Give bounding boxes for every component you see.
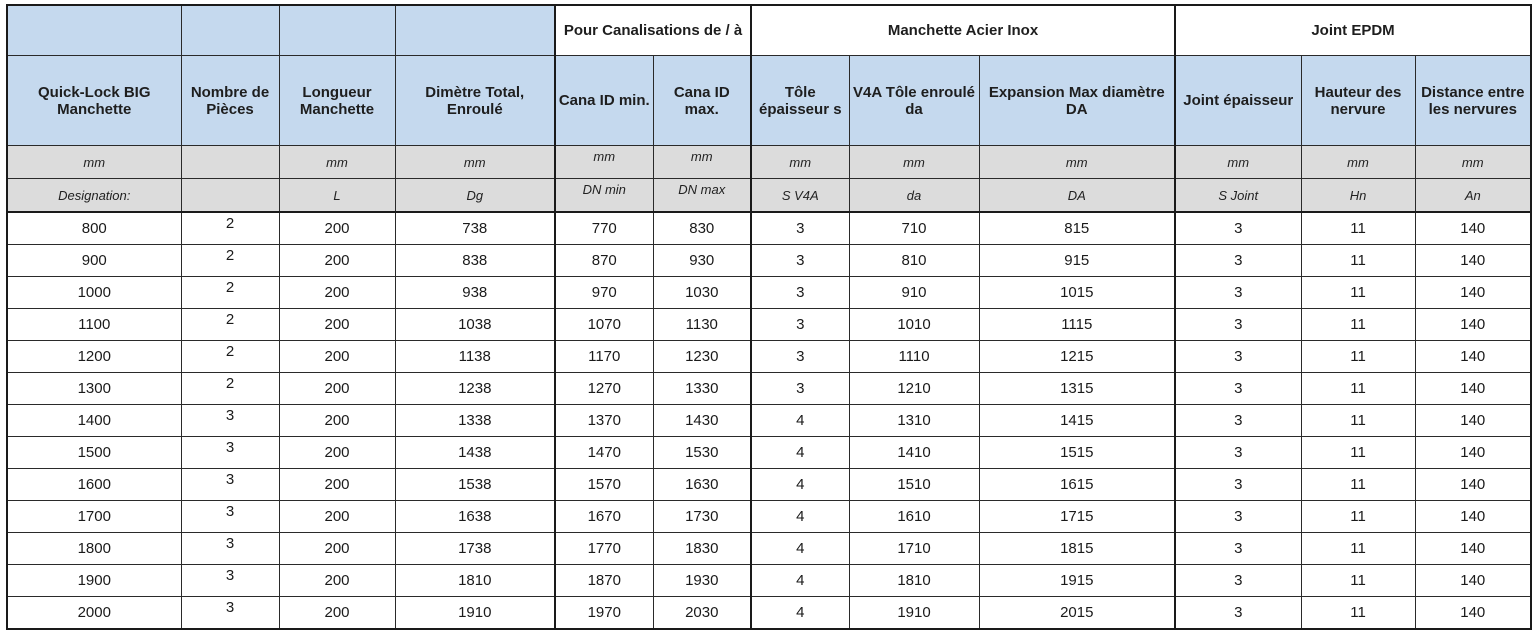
unit-cell: mm xyxy=(279,146,395,179)
table-cell: 3 xyxy=(181,405,279,437)
table-cell: 1510 xyxy=(849,469,979,501)
table-cell: 140 xyxy=(1415,309,1531,341)
table-cell: 3 xyxy=(181,437,279,469)
table-cell: 1870 xyxy=(555,565,653,597)
table-row xyxy=(7,533,1531,565)
table-cell: 1630 xyxy=(653,469,751,501)
table-cell: 200 xyxy=(279,277,395,309)
table-cell: 1215 xyxy=(979,341,1175,373)
table-cell: 2015 xyxy=(979,597,1175,630)
designation-cell: DN max xyxy=(653,179,751,213)
table-cell: 3 xyxy=(181,533,279,565)
table-cell: 200 xyxy=(279,341,395,373)
table-cell: 140 xyxy=(1415,405,1531,437)
table-cell: 200 xyxy=(279,212,395,245)
table-cell: 4 xyxy=(751,597,849,630)
table-cell: 3 xyxy=(1175,597,1301,630)
table-cell: 1070 xyxy=(555,309,653,341)
designation-cell: S V4A xyxy=(751,179,849,213)
table-cell: 2 xyxy=(181,341,279,373)
table-cell: 1730 xyxy=(653,501,751,533)
table-cell: 1038 xyxy=(395,309,555,341)
table-row xyxy=(7,341,1531,373)
table-cell: 1270 xyxy=(555,373,653,405)
table-cell: 1100 xyxy=(7,309,181,341)
table-cell: 1500 xyxy=(7,437,181,469)
table-cell: 3 xyxy=(1175,405,1301,437)
table-cell: 1238 xyxy=(395,373,555,405)
table-cell: 838 xyxy=(395,245,555,277)
table-cell: 140 xyxy=(1415,469,1531,501)
table-cell: 1910 xyxy=(395,597,555,630)
table-cell: 1010 xyxy=(849,309,979,341)
designation-cell: L xyxy=(279,179,395,213)
table-cell: 710 xyxy=(849,212,979,245)
table-cell: 870 xyxy=(555,245,653,277)
table-cell: 11 xyxy=(1301,277,1415,309)
column-header: Dimètre Total, Enroulé xyxy=(395,56,555,146)
table-cell: 200 xyxy=(279,405,395,437)
table-cell: 1370 xyxy=(555,405,653,437)
table-cell: 140 xyxy=(1415,501,1531,533)
group-header-canalisations: Pour Canalisations de / à xyxy=(555,5,751,56)
unit-cell: mm xyxy=(7,146,181,179)
table-cell: 1800 xyxy=(7,533,181,565)
table-cell: 4 xyxy=(751,437,849,469)
unit-cell: mm xyxy=(979,146,1175,179)
unit-cell: mm xyxy=(751,146,849,179)
table-cell: 1810 xyxy=(395,565,555,597)
table-cell: 1600 xyxy=(7,469,181,501)
designation-cell: Hn xyxy=(1301,179,1415,213)
table-cell: 910 xyxy=(849,277,979,309)
table-cell: 3 xyxy=(751,245,849,277)
column-header: Hauteur des nervure xyxy=(1301,56,1415,146)
table-cell: 1638 xyxy=(395,501,555,533)
table-cell: 970 xyxy=(555,277,653,309)
column-header: Cana ID min. xyxy=(555,56,653,146)
table-cell: 140 xyxy=(1415,437,1531,469)
table-cell: 1930 xyxy=(653,565,751,597)
column-header: Longueur Manchette xyxy=(279,56,395,146)
table-cell: 2 xyxy=(181,277,279,309)
table-cell: 1170 xyxy=(555,341,653,373)
table-cell: 1410 xyxy=(849,437,979,469)
table-cell: 200 xyxy=(279,373,395,405)
table-cell: 1315 xyxy=(979,373,1175,405)
table-cell: 4 xyxy=(751,501,849,533)
table-cell: 140 xyxy=(1415,341,1531,373)
table-cell: 140 xyxy=(1415,245,1531,277)
table-cell: 11 xyxy=(1301,309,1415,341)
table-cell: 11 xyxy=(1301,597,1415,630)
table-row xyxy=(7,309,1531,341)
table-cell: 1710 xyxy=(849,533,979,565)
table-cell: 140 xyxy=(1415,533,1531,565)
table-cell: 900 xyxy=(7,245,181,277)
table-cell: 1670 xyxy=(555,501,653,533)
table-cell: 2 xyxy=(181,245,279,277)
table-cell: 3 xyxy=(751,277,849,309)
table-cell: 1470 xyxy=(555,437,653,469)
table-cell: 1130 xyxy=(653,309,751,341)
table-cell: 2030 xyxy=(653,597,751,630)
table-cell: 2 xyxy=(181,309,279,341)
table-cell: 4 xyxy=(751,469,849,501)
table-cell: 3 xyxy=(751,212,849,245)
table-cell: 810 xyxy=(849,245,979,277)
unit-cell: mm xyxy=(653,146,751,179)
table-row xyxy=(7,245,1531,277)
table-cell: 1715 xyxy=(979,501,1175,533)
table-cell: 200 xyxy=(279,437,395,469)
table-cell: 3 xyxy=(751,373,849,405)
group-header-joint: Joint EPDM xyxy=(1175,5,1531,56)
table-cell: 11 xyxy=(1301,405,1415,437)
table-cell: 1810 xyxy=(849,565,979,597)
table-cell: 1230 xyxy=(653,341,751,373)
table-cell: 11 xyxy=(1301,469,1415,501)
blank-header-cell xyxy=(181,5,279,56)
table-cell: 915 xyxy=(979,245,1175,277)
unit-cell: mm xyxy=(395,146,555,179)
designation-cell: da xyxy=(849,179,979,213)
table-cell: 3 xyxy=(1175,565,1301,597)
group-header-row xyxy=(7,5,1531,56)
table-cell: 11 xyxy=(1301,501,1415,533)
unit-cell: mm xyxy=(1301,146,1415,179)
table-cell: 1910 xyxy=(849,597,979,630)
table-row xyxy=(7,597,1531,630)
table-cell: 3 xyxy=(181,501,279,533)
column-header-row xyxy=(7,56,1531,146)
blank-header-cell xyxy=(279,5,395,56)
table-cell: 815 xyxy=(979,212,1175,245)
table-cell: 3 xyxy=(1175,501,1301,533)
table-row xyxy=(7,405,1531,437)
table-cell: 1310 xyxy=(849,405,979,437)
table-cell: 930 xyxy=(653,245,751,277)
table-cell: 1515 xyxy=(979,437,1175,469)
table-cell: 1538 xyxy=(395,469,555,501)
table-cell: 3 xyxy=(1175,277,1301,309)
table-cell: 1138 xyxy=(395,341,555,373)
table-row xyxy=(7,469,1531,501)
table-cell: 200 xyxy=(279,309,395,341)
table-cell: 1830 xyxy=(653,533,751,565)
group-header-manchette-acier: Manchette Acier Inox xyxy=(751,5,1175,56)
table-cell: 1738 xyxy=(395,533,555,565)
table-cell: 200 xyxy=(279,597,395,630)
table-cell: 1970 xyxy=(555,597,653,630)
unit-cell: mm xyxy=(555,146,653,179)
table-cell: 1610 xyxy=(849,501,979,533)
column-header: Tôle épaisseur s xyxy=(751,56,849,146)
table-cell: 1000 xyxy=(7,277,181,309)
table-cell: 1570 xyxy=(555,469,653,501)
table-cell: 1400 xyxy=(7,405,181,437)
table-cell: 770 xyxy=(555,212,653,245)
table-cell: 3 xyxy=(1175,245,1301,277)
table-cell: 11 xyxy=(1301,373,1415,405)
column-header: V4A Tôle enroulé da xyxy=(849,56,979,146)
table-cell: 200 xyxy=(279,533,395,565)
table-cell: 1338 xyxy=(395,405,555,437)
table-cell: 1900 xyxy=(7,565,181,597)
table-cell: 800 xyxy=(7,212,181,245)
table-cell: 4 xyxy=(751,565,849,597)
column-header: Distance entre les nervures xyxy=(1415,56,1531,146)
table-cell: 2000 xyxy=(7,597,181,630)
unit-cell: mm xyxy=(1175,146,1301,179)
blank-header-cell xyxy=(395,5,555,56)
table-cell: 938 xyxy=(395,277,555,309)
table-cell: 1430 xyxy=(653,405,751,437)
table-cell: 1530 xyxy=(653,437,751,469)
designation-cell: DA xyxy=(979,179,1175,213)
designation-cell: DN min xyxy=(555,179,653,213)
column-header: Expansion Max diamètre DA xyxy=(979,56,1175,146)
table-cell: 1815 xyxy=(979,533,1175,565)
unit-cell: mm xyxy=(849,146,979,179)
table-cell: 1415 xyxy=(979,405,1175,437)
table-cell: 1770 xyxy=(555,533,653,565)
table-cell: 11 xyxy=(1301,565,1415,597)
table-body xyxy=(7,146,1531,630)
table-cell: 2 xyxy=(181,373,279,405)
designation-cell: An xyxy=(1415,179,1531,213)
table-cell: 140 xyxy=(1415,565,1531,597)
table-cell: 140 xyxy=(1415,212,1531,245)
designation-row xyxy=(7,179,1531,213)
table-cell: 1200 xyxy=(7,341,181,373)
blank-header-cell xyxy=(7,5,181,56)
unit-cell: mm xyxy=(1415,146,1531,179)
table-row xyxy=(7,501,1531,533)
table-cell: 1015 xyxy=(979,277,1175,309)
table-cell: 1438 xyxy=(395,437,555,469)
table-row xyxy=(7,373,1531,405)
table-cell: 738 xyxy=(395,212,555,245)
table-cell: 11 xyxy=(1301,212,1415,245)
table-cell: 140 xyxy=(1415,373,1531,405)
designation-cell: Dg xyxy=(395,179,555,213)
table-cell: 3 xyxy=(1175,437,1301,469)
table-cell: 4 xyxy=(751,405,849,437)
table-cell: 3 xyxy=(751,341,849,373)
table-cell: 1115 xyxy=(979,309,1175,341)
unit-row xyxy=(7,146,1531,179)
table-cell: 11 xyxy=(1301,533,1415,565)
table-cell: 200 xyxy=(279,565,395,597)
table-cell: 3 xyxy=(1175,373,1301,405)
column-header: Joint épaisseur xyxy=(1175,56,1301,146)
table-cell: 1615 xyxy=(979,469,1175,501)
table-cell: 11 xyxy=(1301,341,1415,373)
table-row xyxy=(7,437,1531,469)
table-row xyxy=(7,212,1531,245)
table-row xyxy=(7,277,1531,309)
table-cell: 2 xyxy=(181,212,279,245)
spec-table xyxy=(6,4,1532,630)
designation-cell: S Joint xyxy=(1175,179,1301,213)
table-cell: 1300 xyxy=(7,373,181,405)
table-cell: 1110 xyxy=(849,341,979,373)
table-header xyxy=(7,5,1531,146)
table-cell: 3 xyxy=(181,565,279,597)
table-cell: 3 xyxy=(1175,533,1301,565)
column-header: Cana ID max. xyxy=(653,56,751,146)
table-cell: 1700 xyxy=(7,501,181,533)
table-cell: 3 xyxy=(181,469,279,501)
table-cell: 140 xyxy=(1415,597,1531,630)
table-cell: 830 xyxy=(653,212,751,245)
designation-cell xyxy=(181,179,279,213)
unit-cell xyxy=(181,146,279,179)
table-cell: 11 xyxy=(1301,245,1415,277)
table-cell: 3 xyxy=(751,309,849,341)
table-row xyxy=(7,565,1531,597)
table-cell: 4 xyxy=(751,533,849,565)
table-cell: 11 xyxy=(1301,437,1415,469)
table-cell: 3 xyxy=(181,597,279,630)
column-header: Nombre de Pièces xyxy=(181,56,279,146)
designation-cell: Designation: xyxy=(7,179,181,213)
table-cell: 1030 xyxy=(653,277,751,309)
table-cell: 1210 xyxy=(849,373,979,405)
table-cell: 3 xyxy=(1175,341,1301,373)
table-cell: 3 xyxy=(1175,309,1301,341)
table-cell: 140 xyxy=(1415,277,1531,309)
table-cell: 200 xyxy=(279,501,395,533)
table-cell: 3 xyxy=(1175,212,1301,245)
table-cell: 1330 xyxy=(653,373,751,405)
table-cell: 200 xyxy=(279,469,395,501)
column-header: Quick-Lock BIG Manchette xyxy=(7,56,181,146)
table-cell: 200 xyxy=(279,245,395,277)
table-cell: 3 xyxy=(1175,469,1301,501)
table-cell: 1915 xyxy=(979,565,1175,597)
